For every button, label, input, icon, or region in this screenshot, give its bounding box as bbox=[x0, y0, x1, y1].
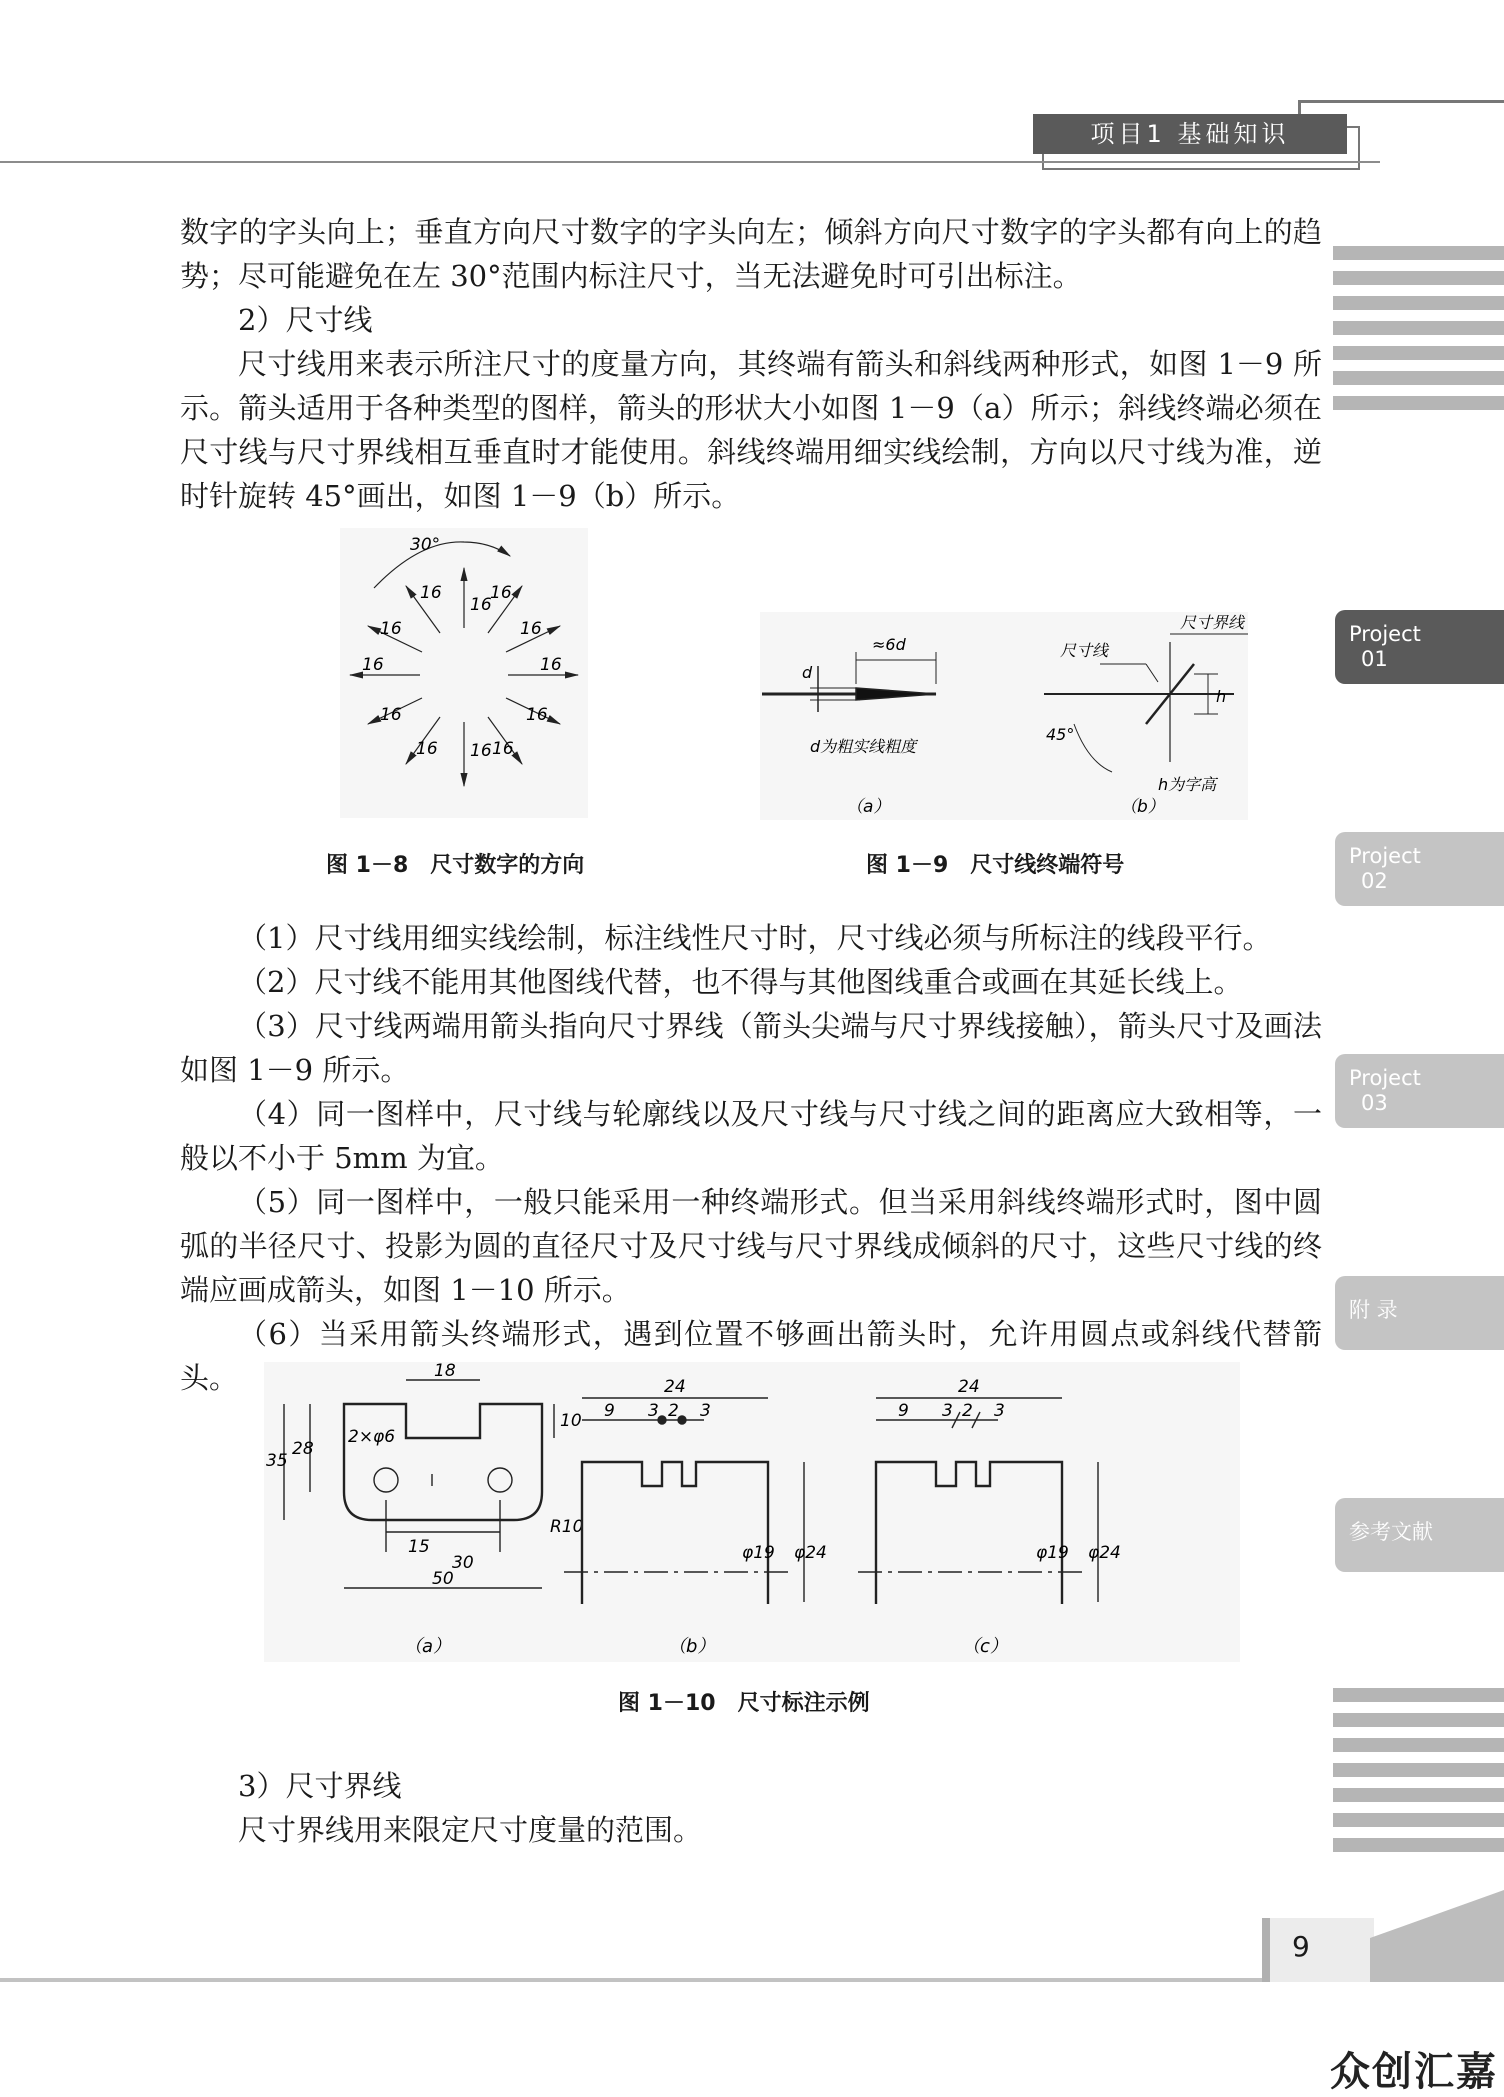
tab-project-02-label: Project bbox=[1349, 844, 1421, 868]
figure-1-9-caption: 图 1－9 尺寸线终端符号 bbox=[866, 853, 1125, 878]
dim-label-right: 16 bbox=[540, 655, 562, 675]
fig19-h-label: h bbox=[1216, 687, 1227, 706]
fig110-b-dim-2: 2 bbox=[668, 1401, 679, 1421]
fig19-b-label: （b） bbox=[1120, 797, 1165, 817]
dim-label-lower-right: 16 bbox=[492, 739, 514, 759]
list-item-2: （2）尺寸线不能用其他图线代替，也不得与其他图线重合或画在其延长线上。 bbox=[238, 965, 1243, 999]
fig110-c-drawing bbox=[858, 1398, 1098, 1604]
list-item-5: （5）同一图样中，一般只能采用一种终端形式。但当采用斜线终端形式时，图中圆弧的半径尺寸、投影为圆的直径尺寸及尺寸线与尺寸界线成倾斜的尺寸，这些尺寸线的终端应画成箭头，如图 1－10 所示。 bbox=[180, 1185, 1322, 1307]
fig110-c-dim-3a: 3 bbox=[942, 1401, 953, 1421]
footer-corner-shape bbox=[1370, 1890, 1504, 1982]
fig110-a-dim-28: 28 bbox=[292, 1439, 314, 1459]
paragraph-3: 尺寸界线用来限定尺寸度量的范围。 bbox=[238, 1813, 703, 1847]
figure-1-8 bbox=[340, 528, 588, 818]
figure-1-10-drawing bbox=[264, 1362, 1240, 1662]
dim-label-lower-left: 16 bbox=[416, 739, 438, 759]
fig19-d-note: d为粗实线粗度 bbox=[810, 737, 917, 756]
fig110-a-dim-2phi6: 2×φ6 bbox=[348, 1427, 396, 1447]
tab-project-02-number: 02 bbox=[1361, 869, 1388, 893]
figure-1-9-drawing bbox=[760, 612, 1248, 820]
dim-label-right-upper: 16 bbox=[520, 619, 542, 639]
tab-project-03-number: 03 bbox=[1361, 1091, 1388, 1115]
fig19-45-label: 45° bbox=[1046, 725, 1075, 744]
paragraph-1: 数字的字头向上；垂直方向尺寸数字的字头向左；倾斜方向尺寸数字的字头都有向上的趋势；尽可能避免在左 30°范围内标注尺寸，当无法避免时可引出标注。 bbox=[180, 215, 1322, 293]
figure-1-8-drawing bbox=[340, 528, 588, 818]
dim-label-left-upper: 16 bbox=[380, 619, 402, 639]
page-number: 9 bbox=[1292, 1930, 1310, 1963]
dim-label-right-lower: 16 bbox=[526, 705, 548, 725]
tab-project-01-number: 01 bbox=[1361, 647, 1388, 671]
tab-project-03[interactable] bbox=[1335, 1054, 1504, 1128]
fig110-a-dim-30: 30 bbox=[452, 1553, 474, 1573]
dim-label-top: 16 bbox=[470, 595, 492, 615]
fig110-c-label: （c） bbox=[962, 1636, 1008, 1657]
figure-1-10-caption: 图 1－10 尺寸标注示例 bbox=[618, 1691, 870, 1716]
text-block-3 bbox=[180, 1764, 1322, 1852]
tab-references-label: 参考文献 bbox=[1349, 1520, 1433, 1544]
fig19-d-label: d bbox=[802, 663, 813, 682]
tab-project-01[interactable] bbox=[1335, 610, 1504, 684]
fig19-dim-line-label: 尺寸线 bbox=[1060, 641, 1109, 660]
list-item-4: （4）同一图样中，尺寸线与轮廓线以及尺寸线与尺寸线之间的距离应大致相等，一般以不小于 5mm 为宜。 bbox=[180, 1097, 1322, 1175]
dim-label-left: 16 bbox=[362, 655, 384, 675]
fig19-a-label: （a） bbox=[846, 797, 891, 817]
fig110-b-dim-3a: 3 bbox=[648, 1401, 659, 1421]
list-item-3: （3）尺寸线两端用箭头指向尺寸界线（箭头尖端与尺寸界线接触），箭头尺寸及画法如图 1－9 所示。 bbox=[180, 1009, 1322, 1087]
text-block-2 bbox=[180, 916, 1322, 1400]
fig110-b-dim-phi19: φ19 bbox=[742, 1543, 775, 1563]
watermark: 众创汇嘉 bbox=[1330, 2049, 1498, 2095]
heading-dimension-line: 2）尺寸线 bbox=[238, 303, 373, 337]
list-item-1: （1）尺寸线用细实线绘制，标注线性尺寸时，尺寸线必须与所标注的线段平行。 bbox=[238, 921, 1272, 955]
fig19-h-note: h为字高 bbox=[1158, 775, 1217, 794]
fig110-b-label: （b） bbox=[668, 1636, 716, 1657]
dim-label-bottom: 16 bbox=[470, 741, 492, 761]
fig110-b-drawing bbox=[564, 1398, 804, 1604]
figure-1-9 bbox=[760, 612, 1248, 820]
section-title: 项目1 基础知识 bbox=[1033, 114, 1347, 154]
fig110-c-dim-3b: 3 bbox=[994, 1401, 1005, 1421]
tab-appendix-label: 附 录 bbox=[1349, 1298, 1398, 1322]
fig110-a-label: （a） bbox=[404, 1636, 452, 1657]
fig110-a-dim-10: 10 bbox=[560, 1411, 582, 1431]
stripes-bottom bbox=[1333, 1688, 1504, 1863]
tab-project-02[interactable] bbox=[1335, 832, 1504, 906]
stripes-top bbox=[1333, 246, 1504, 421]
header-rule bbox=[0, 161, 1380, 163]
tab-project-03-label: Project bbox=[1349, 1066, 1421, 1090]
fig110-c-dim-phi19: φ19 bbox=[1036, 1543, 1069, 1563]
fig110-b-dim-24: 24 bbox=[664, 1377, 686, 1397]
fig110-b-dim-phi24: φ24 bbox=[794, 1543, 827, 1563]
fig110-b-dim-3b: 3 bbox=[700, 1401, 711, 1421]
paragraph-2: 尺寸线用来表示所注尺寸的度量方向，其终端有箭头和斜线两种形式，如图 1－9 所示。箭头适用于各种类型的图样，箭头的形状大小如图 1－9（a）所示；斜线终端必须在尺寸线与尺寸界线相互垂直时才能使用。斜线终端用细实线绘制，方向以尺寸线为准，逆时针旋转 45°画出，如图 1－9（b）所示。 bbox=[180, 347, 1322, 513]
page-number-box bbox=[1262, 1918, 1374, 1982]
dim-label-left-lower: 16 bbox=[380, 705, 402, 725]
figure-1-10 bbox=[264, 1362, 1240, 1662]
tab-project-01-label: Project bbox=[1349, 622, 1421, 646]
fig110-c-dim-9: 9 bbox=[898, 1401, 909, 1421]
fig19-ext-line-label: 尺寸界线 bbox=[1180, 613, 1245, 632]
dim-label-upper-left: 16 bbox=[420, 583, 442, 603]
fig110-a-dim-r10: R10 bbox=[550, 1517, 584, 1537]
list-item-6: （6）当采用箭头终端形式，遇到位置不够画出箭头时，允许用圆点或斜线代替箭头。 bbox=[180, 1317, 1322, 1395]
figure-1-8-caption: 图 1－8 尺寸数字的方向 bbox=[326, 853, 585, 878]
fig110-c-dim-24: 24 bbox=[958, 1377, 980, 1397]
fig19-6d-label: ≈6d bbox=[872, 635, 906, 654]
heading-extension-line: 3）尺寸界线 bbox=[238, 1769, 402, 1803]
fig110-c-dim-2: 2 bbox=[962, 1401, 973, 1421]
fig110-c-dim-phi24: φ24 bbox=[1088, 1543, 1121, 1563]
dim-label-upper-right: 16 bbox=[490, 583, 512, 603]
footer-rule bbox=[0, 1978, 1270, 1982]
fig110-a-dim-15: 15 bbox=[408, 1537, 430, 1557]
angle-30-label: 30° bbox=[410, 535, 441, 555]
fig110-b-dim-9: 9 bbox=[604, 1401, 615, 1421]
fig110-a-dim-18: 18 bbox=[434, 1362, 456, 1381]
tab-appendix[interactable] bbox=[1335, 1276, 1504, 1350]
fig110-a-dim-35: 35 bbox=[266, 1451, 288, 1471]
tab-references[interactable] bbox=[1335, 1498, 1504, 1572]
fig110-a-dim-50: 50 bbox=[432, 1569, 454, 1589]
text-block-1 bbox=[180, 210, 1322, 518]
